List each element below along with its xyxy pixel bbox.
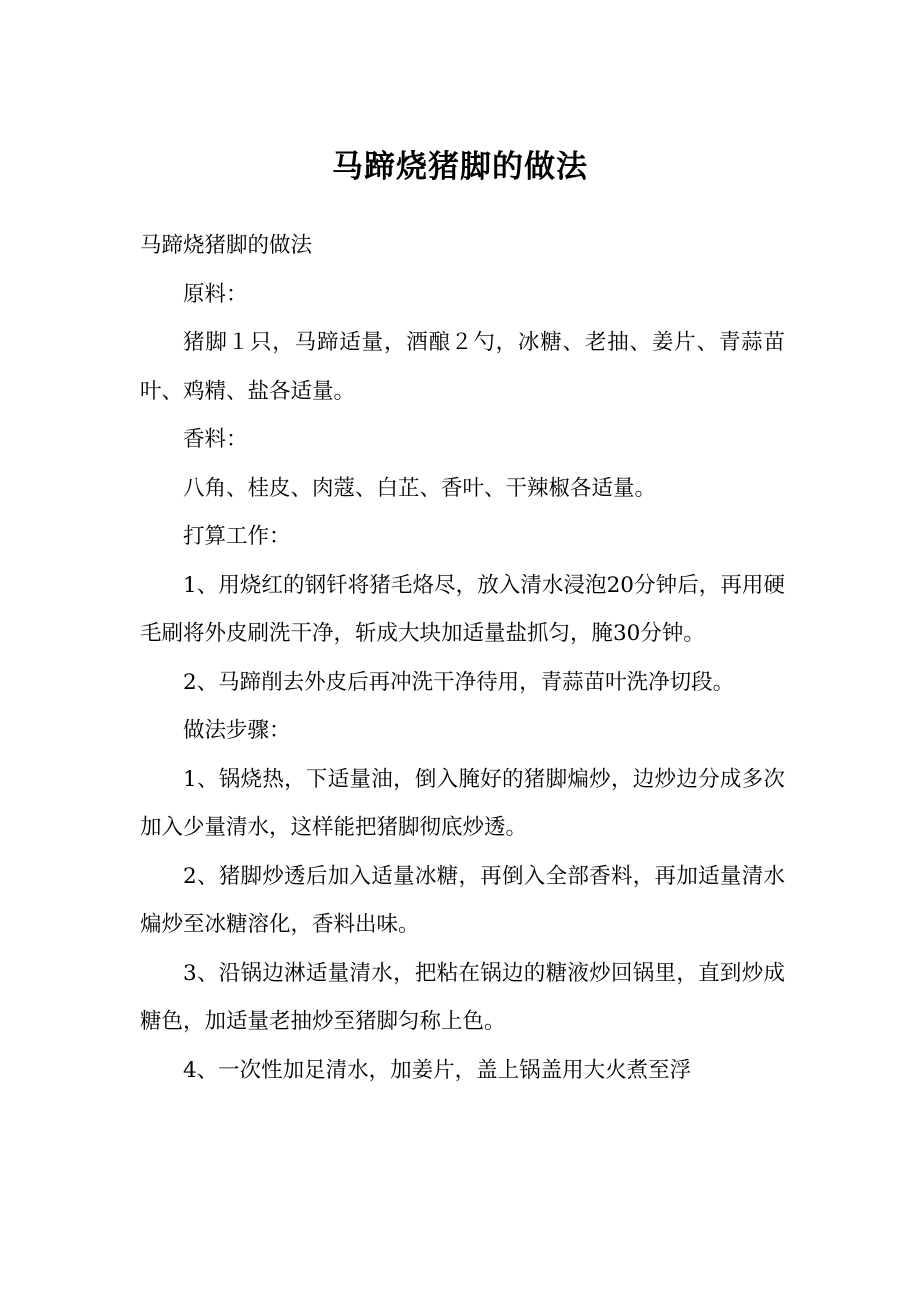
paragraph-ingredients: 猪脚１只，马蹄适量，酒酿２勺，冰糖、老抽、姜片、青蒜苗叶、鸡精、盐各适量。 xyxy=(140,330,785,404)
paragraph-spices: 八角、桂皮、肉蔻、白芷、香叶、干辣椒各适量。 xyxy=(183,475,657,501)
paragraph-method-step-1: 1、锅烧热，下适量油，倒入腌好的猪脚煸炒，边炒边分成多次加入少量清水，这样能把猪脚彻底炒透。 xyxy=(140,766,785,840)
paragraph-subtitle: 马蹄烧猪脚的做法 xyxy=(140,233,313,258)
page-title: 马蹄烧猪脚的做法 xyxy=(332,149,588,185)
paragraph-method-step-2: 2、猪脚炒透后加入适量冰糖，再倒入全部香料，再加适量清水煸炒至冰糖溶化，香料出味。 xyxy=(140,863,785,937)
paragraph-method-heading: 做法步骤： xyxy=(183,718,291,743)
document-body xyxy=(140,222,785,1095)
paragraph-method-step-3: 3、沿锅边淋适量清水，把粘在锅边的糖液炒回锅里，直到炒成糖色，加适量老抽炒至猪脚匀称上色。 xyxy=(140,960,785,1034)
paragraph-prep-step-2: 2、马蹄削去外皮后再冲洗干净待用，青蒜苗叶洗净切段。 xyxy=(183,669,735,695)
paragraph-spices-heading: 香料： xyxy=(183,427,248,452)
paragraph-prep-heading: 打算工作： xyxy=(183,524,291,549)
paragraph-method-step-4: 4、一次性加足清水，加姜片，盖上锅盖用大火煮至浮 xyxy=(183,1057,692,1083)
paragraph-prep-step-1: 1、用烧红的钢钎将猪毛烙尽，放入清水浸泡20分钟后，再用硬毛刷将外皮刷洗干净，斩成大块加适量盐抓匀，腌30分钟。 xyxy=(140,572,785,646)
paragraph-ingredients-heading: 原料： xyxy=(183,281,248,307)
